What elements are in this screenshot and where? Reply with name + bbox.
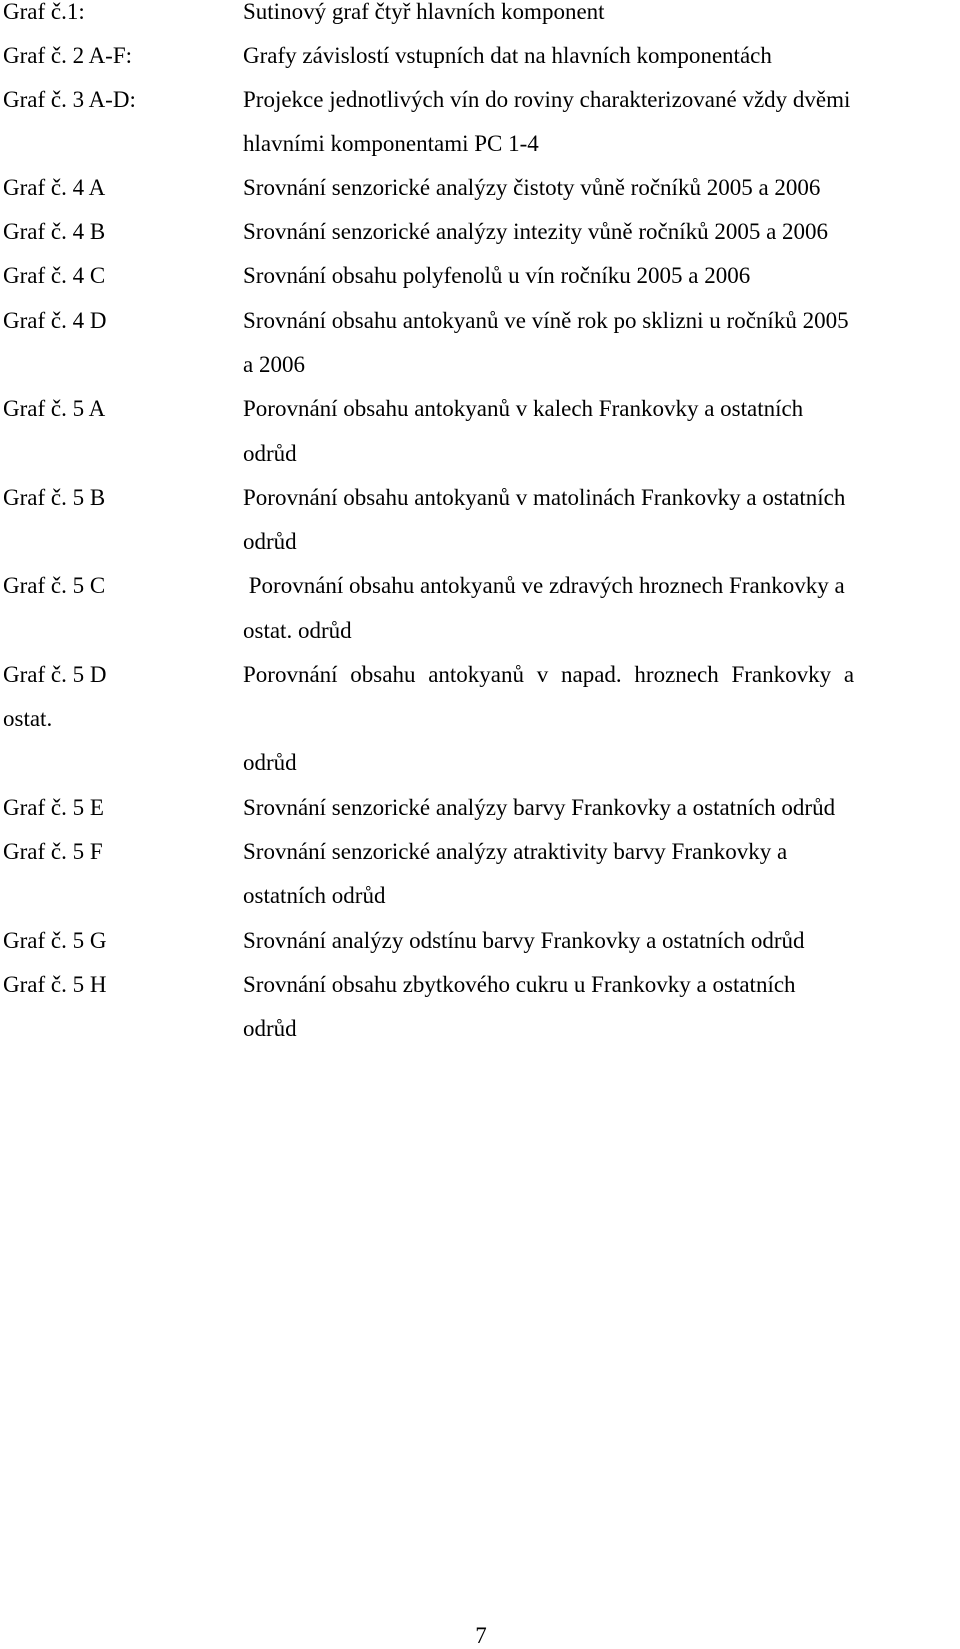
entry-label: Graf č. 2 A-F: <box>3 43 133 68</box>
entry-label-continued: ostat. <box>3 706 53 731</box>
entry-description: Srovnání senzorické analýzy intezity vůně ročníků 2005 a 2006 <box>243 219 829 244</box>
entry-label: Graf č. 4 A <box>3 175 106 200</box>
entry-description-continued: ostatních odrůd <box>243 883 386 908</box>
entry-label: Graf č. 5 F <box>3 839 103 864</box>
entry-description-continued: odrůd <box>243 1016 297 1041</box>
entry-description: Srovnání obsahu polyfenolů u vín ročníku 2005 a 2006 <box>243 263 751 288</box>
entry-label: Graf č. 5 C <box>3 573 106 598</box>
entry-description: Porovnání obsahu antokyanů v matolinách Frankovky a ostatních <box>243 485 846 510</box>
entry-label: Graf č. 5 H <box>3 972 107 997</box>
entry-label: Graf č. 3 A-D: <box>3 87 136 112</box>
entry-description-continued: ostat. odrůd <box>243 618 352 643</box>
entry-label: Graf č. 4 C <box>3 263 106 288</box>
entry-description: Srovnání obsahu antokyanů ve víně rok po sklizni u ročníků 2005 <box>243 308 849 333</box>
entry-description: Srovnání senzorické analýzy atraktivity barvy Frankovky a <box>243 839 788 864</box>
entry-description: Srovnání senzorické analýzy barvy Frankovky a ostatních odrůd <box>243 795 836 820</box>
entry-description: Projekce jednotlivých vín do roviny charakterizované vždy dvěmi <box>243 87 851 112</box>
entry-description: Porovnání obsahu antokyanů v napad. hroznech Frankovky a <box>243 662 855 687</box>
entry-label: Graf č. 5 G <box>3 928 107 953</box>
entry-description: Srovnání senzorické analýzy čistoty vůně ročníků 2005 a 2006 <box>243 175 821 200</box>
entry-description-continued: odrůd <box>243 529 297 554</box>
entry-label: Graf č. 5 E <box>3 795 104 820</box>
entry-description: Grafy závislostí vstupních dat na hlavních komponentách <box>243 43 772 68</box>
entry-description-continued: hlavními komponentami PC 1-4 <box>243 131 539 156</box>
entry-label: Graf č. 5 B <box>3 485 106 510</box>
entry-label: Graf č. 4 B <box>3 219 106 244</box>
entry-description: Sutinový graf čtyř hlavních komponent <box>243 0 605 24</box>
entry-label: Graf č.1: <box>3 0 85 24</box>
entry-description: Srovnání obsahu zbytkového cukru u Frankovky a ostatních <box>243 972 796 997</box>
entry-label: Graf č. 4 D <box>3 308 107 333</box>
entry-description-continued: odrůd <box>243 750 297 775</box>
entry-description: Srovnání analýzy odstínu barvy Frankovky a ostatních odrůd <box>243 928 805 953</box>
page-number: 7 <box>475 1623 487 1648</box>
entry-description-continued: odrůd <box>243 441 297 466</box>
entry-description-continued: a 2006 <box>243 352 305 377</box>
entry-description: Porovnání obsahu antokyanů ve zdravých hroznech Frankovky a <box>243 573 845 598</box>
entry-label: Graf č. 5 A <box>3 396 106 421</box>
entry-description: Porovnání obsahu antokyanů v kalech Frankovky a ostatních <box>243 396 804 421</box>
entry-label: Graf č. 5 D <box>3 662 107 687</box>
